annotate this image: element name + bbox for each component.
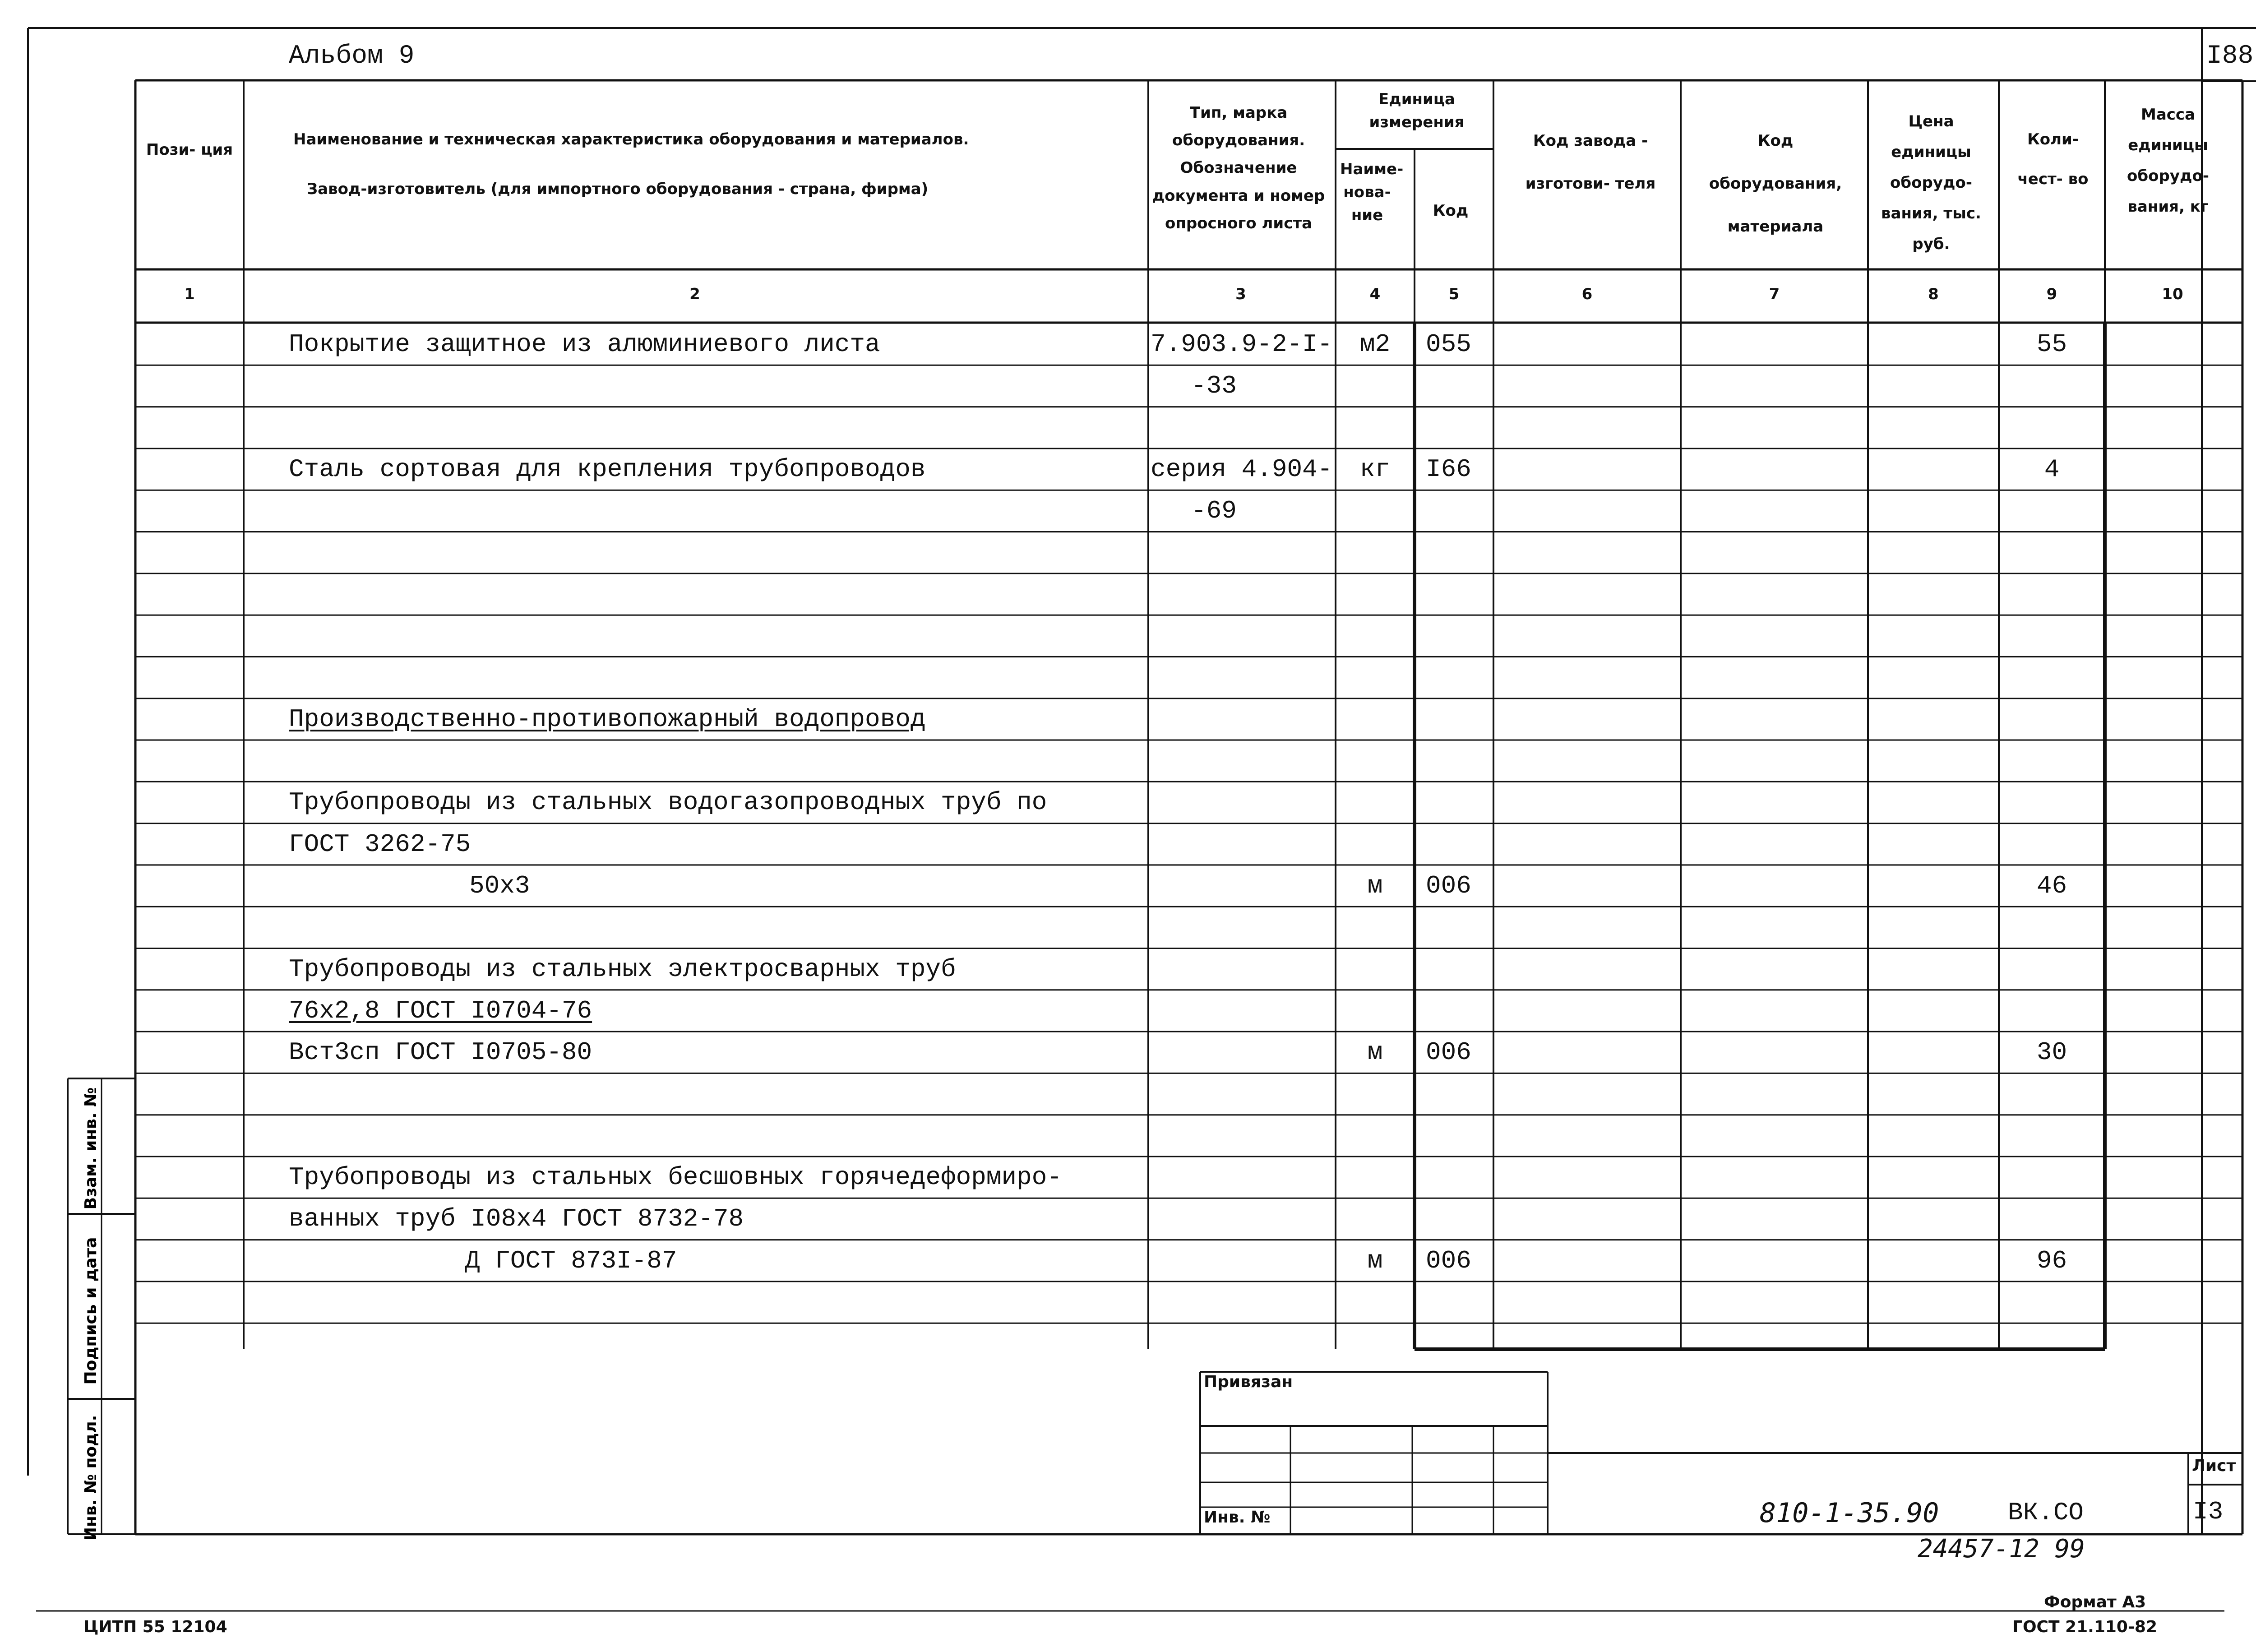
- row-code: 006: [1426, 1246, 1471, 1275]
- row-name: Д ГОСТ 873I-87: [465, 1246, 677, 1275]
- colnum-4: 4: [1369, 285, 1381, 303]
- colnum-3: 3: [1235, 285, 1246, 303]
- document-code: 810-1-35.90: [1760, 1497, 1939, 1529]
- row-name: 50х3: [469, 871, 530, 900]
- header-unit-mass: Масса единицы оборудо- вания, кг: [2127, 106, 2209, 216]
- document-mark: ВК.СО: [2008, 1498, 2084, 1527]
- row-name: Вст3сп ГОСТ I0705-80: [289, 1038, 592, 1067]
- handwritten-number: 24457-12 99: [1918, 1534, 2085, 1564]
- row-name: ванных труб I08х4 ГОСТ 8732-78: [289, 1204, 744, 1234]
- colnum-8: 8: [1928, 285, 1939, 303]
- row-type: -33: [1191, 371, 1237, 401]
- row-unit: м: [1367, 871, 1383, 900]
- footer-left-code: ЦИТП 55 12104: [83, 1618, 227, 1636]
- row-unit: м: [1367, 1038, 1383, 1067]
- row-name: Трубопроводы из стальных бесшовных горячедеформиро-: [289, 1163, 1062, 1192]
- sheet-label: Лист: [2192, 1457, 2236, 1475]
- row-quantity: 96: [2036, 1246, 2067, 1275]
- header-unit-name: Наиме- нова- ние: [1340, 160, 1404, 224]
- row-quantity: 46: [2036, 871, 2067, 900]
- row-unit: м: [1367, 1246, 1383, 1275]
- colnum-5: 5: [1448, 285, 1460, 303]
- row-name: Покрытие защитное из алюминиевого листа: [289, 330, 880, 359]
- header-unit-code: Код: [1433, 202, 1469, 220]
- colnum-1: 1: [184, 285, 195, 303]
- album-label: Альбом 9: [289, 42, 415, 71]
- colnum-9: 9: [2046, 285, 2057, 303]
- row-code: 006: [1426, 871, 1471, 900]
- header-plant-code: Код завода - изготови- теля: [1525, 132, 1656, 193]
- row-code: 055: [1426, 330, 1471, 359]
- header-equipment-code: Код оборудования, материала: [1709, 132, 1842, 236]
- stamp-inventory-number: Инв. №: [1204, 1508, 1271, 1527]
- footer-format: Формат А3: [2044, 1593, 2146, 1611]
- row-code: 006: [1426, 1038, 1471, 1067]
- row-unit: м2: [1359, 330, 1391, 359]
- row-quantity: 4: [2044, 454, 2060, 484]
- header-name-line1: Наименование и техническая характеристика оборудования и материалов.: [293, 130, 969, 148]
- side-label-signature-date: Подпись и дата: [82, 1237, 100, 1385]
- colnum-10: 10: [2162, 285, 2183, 303]
- colnum-6: 6: [1581, 285, 1593, 303]
- row-name: Сталь сортовая для крепления трубопроводов: [289, 454, 926, 484]
- colnum-7: 7: [1769, 285, 1780, 303]
- header-unit: Единица измерения: [1369, 90, 1465, 131]
- row-name: 76х2,8 ГОСТ I0704-76: [289, 996, 592, 1025]
- stamp-linked: Привязан: [1204, 1373, 1293, 1391]
- row-name: ГОСТ 3262-75: [289, 829, 471, 859]
- sheet-number: I3: [2193, 1497, 2224, 1526]
- row-name: Трубопроводы из стальных водогазопроводных труб по: [289, 788, 1047, 817]
- page-number: I88: [2206, 42, 2254, 71]
- header-type: Тип, марка оборудования. Обозначение документа и номер опросного листа: [1152, 104, 1325, 232]
- side-label-original-inv: Инв. № подл.: [82, 1415, 100, 1541]
- row-type: серия 4.904-: [1151, 454, 1333, 484]
- header-quantity: Коли- чест- во: [2017, 130, 2089, 189]
- colnum-2: 2: [689, 285, 700, 303]
- row-quantity: 30: [2036, 1038, 2067, 1067]
- header-unit-price: Цена единицы оборудо- вания, тыс. руб.: [1881, 112, 1981, 253]
- row-type: 7.903.9-2-I-: [1151, 330, 1333, 359]
- row-name: Трубопроводы из стальных электросварных труб: [289, 954, 956, 984]
- row-unit: кг: [1359, 454, 1391, 484]
- header-name-line2: Завод-изготовитель (для импортного оборудования - страна, фирма): [307, 180, 929, 198]
- row-name: Производственно-противопожарный водопровод: [289, 704, 926, 734]
- row-code: I66: [1426, 454, 1471, 484]
- side-label-replacement-inv: Взам. инв. №: [82, 1087, 100, 1210]
- row-quantity: 55: [2036, 330, 2067, 359]
- header-position: Пози- ция: [146, 141, 233, 159]
- footer-gost: ГОСТ 21.110-82: [2012, 1618, 2158, 1636]
- row-type: -69: [1191, 496, 1237, 526]
